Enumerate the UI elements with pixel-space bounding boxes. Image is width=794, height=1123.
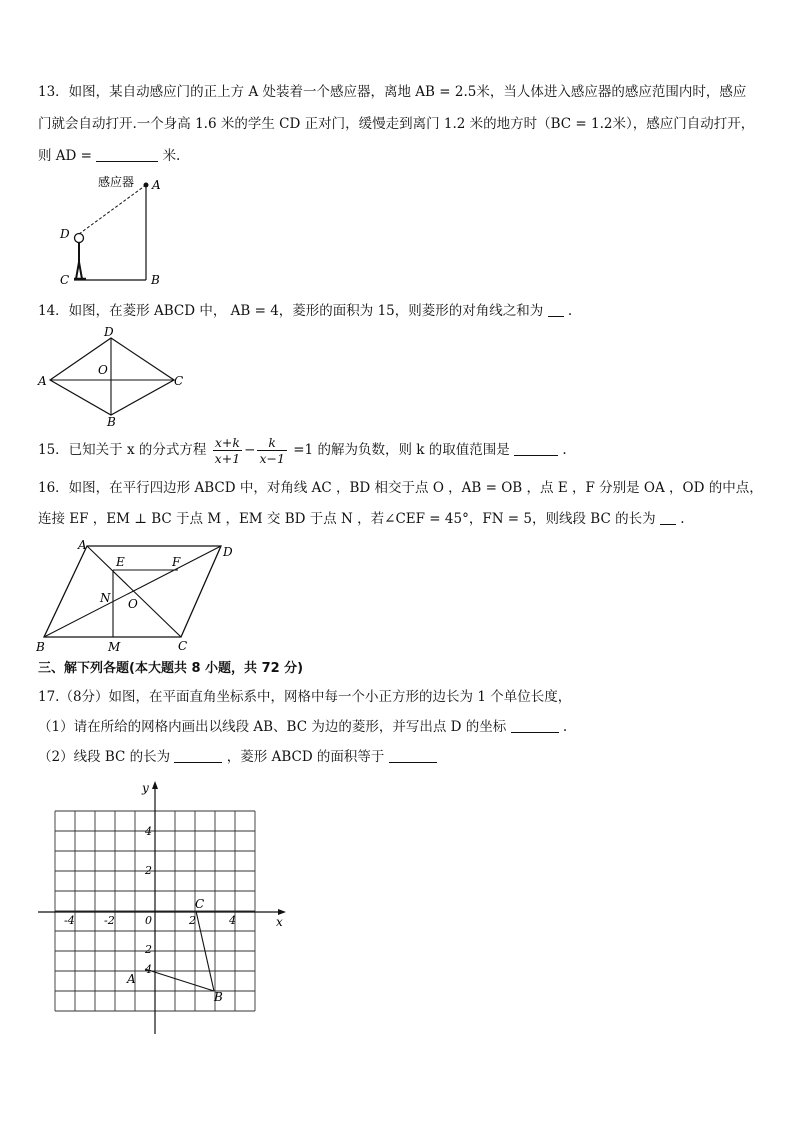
section-3-heading: 三、解下列各题(本大题共 8 小题，共 72 分) xyxy=(38,661,304,676)
q15-frac1-den: x+1 xyxy=(214,451,241,466)
q13-line1: 13．如图，某自动感应门的正上方 A 处装着一个感应器，离地 AB = 2.5米，当人体进入感应器的感应范围内时，感应 xyxy=(38,84,747,100)
q15-frac1-num: x+k xyxy=(213,435,242,451)
q16-label-C: C xyxy=(178,639,188,653)
q17-line1: 17.（8分）如图，在平面直角坐标系中，网格中每一个小正方形的边长为 1 个单位长度， xyxy=(38,689,572,705)
q14-label-C: C xyxy=(174,374,184,388)
q17-sub2-a: （2）线段 BC 的长为 xyxy=(38,749,171,765)
q17-tick-x-neg4: -4 xyxy=(64,914,75,927)
q17-tick-x-neg2: -2 xyxy=(104,914,115,927)
q17-label-C: C xyxy=(195,897,205,911)
q13-line3-post: 米. xyxy=(162,148,181,164)
q17-tick-x-4: 4 xyxy=(229,914,236,927)
q13-label-D: D xyxy=(60,227,70,241)
q17-tick-y-4: 4 xyxy=(145,825,152,838)
q17-tick-x-0: 0 xyxy=(145,914,152,927)
q17-label-A: A xyxy=(127,972,136,986)
q14-label-B: B xyxy=(107,415,116,429)
q14-text-post: . xyxy=(567,303,573,319)
q17-y-label: y xyxy=(142,781,149,795)
q17-x-label: x xyxy=(276,915,283,929)
q17-sub1-pre: （1）请在所给的网格内画出以线段 AB、BC 为边的菱形，并写出点 D 的坐标 xyxy=(38,719,507,735)
q17-tick-y-neg2: 2 xyxy=(145,943,152,956)
q15-eq-post: =1 的解为负数，则 k 的取值范围是 xyxy=(293,442,510,458)
q16-line2-pre: 连接 EF ，EM ⊥ BC 于点 M ，EM 交 BD 于点 N ，若∠CEF = 45°，FN = 5，则线段 BC 的长为 xyxy=(38,511,656,527)
q16-label-F: F xyxy=(172,555,181,569)
q16-label-D: D xyxy=(223,545,233,559)
q14-label-A: A xyxy=(38,374,47,388)
q16-label-A: A xyxy=(78,538,87,552)
q17-label-B: B xyxy=(214,990,223,1004)
q15-pre: 15．已知关于 x 的分式方程 xyxy=(38,442,207,458)
q17-tick-y-neg4: 4 xyxy=(145,963,152,976)
q17-sub2-b: ，菱形 ABCD 的面积等于 xyxy=(226,749,385,765)
q15-frac2-num: k xyxy=(257,435,286,451)
q16-label-M: M xyxy=(108,640,121,654)
q16-label-N: N xyxy=(100,591,111,605)
q17-tick-x-2: 2 xyxy=(189,914,196,927)
q13-line3-pre: 则 AD = xyxy=(38,148,92,164)
q13-label-C: C xyxy=(60,273,70,287)
q16-label-E: E xyxy=(116,555,125,569)
q15-frac2-den: x−1 xyxy=(259,451,285,466)
q13-line2: 门就会自动打开.一个身高 1.6 米的学生 CD 正对门，缓慢走到离门 1.2 米的地方时（BC = 1.2米），感应门自动打开， xyxy=(38,116,755,132)
q14-label-D: D xyxy=(104,325,114,339)
q15-minus: − xyxy=(244,442,256,458)
q13-label-sensor: 感应器 xyxy=(98,175,135,189)
q14-label-O: O xyxy=(98,363,108,377)
q13-label-A: A xyxy=(152,178,161,192)
q17-sub1-post: . xyxy=(562,719,568,735)
q16-label-B: B xyxy=(36,640,45,654)
q15-post: . xyxy=(562,442,567,458)
q13-label-B: B xyxy=(151,273,160,287)
q17-y-axis-arrow xyxy=(152,781,158,789)
q16-label-O: O xyxy=(128,597,138,611)
q17-tick-y-2: 2 xyxy=(145,864,152,877)
q16-line1: 16．如图，在平行四边形 ABCD 中，对角线 AC ，BD 相交于点 O ，AB = OB ，点 E ，F 分别是 OA ，OD 的中点， xyxy=(38,480,763,496)
q14-text-pre: 14．如图，在菱形 ABCD 中， AB = 4，菱形的面积为 15，则菱形的对角线之和为 xyxy=(38,303,544,319)
q16-line2-post: . xyxy=(680,511,685,527)
